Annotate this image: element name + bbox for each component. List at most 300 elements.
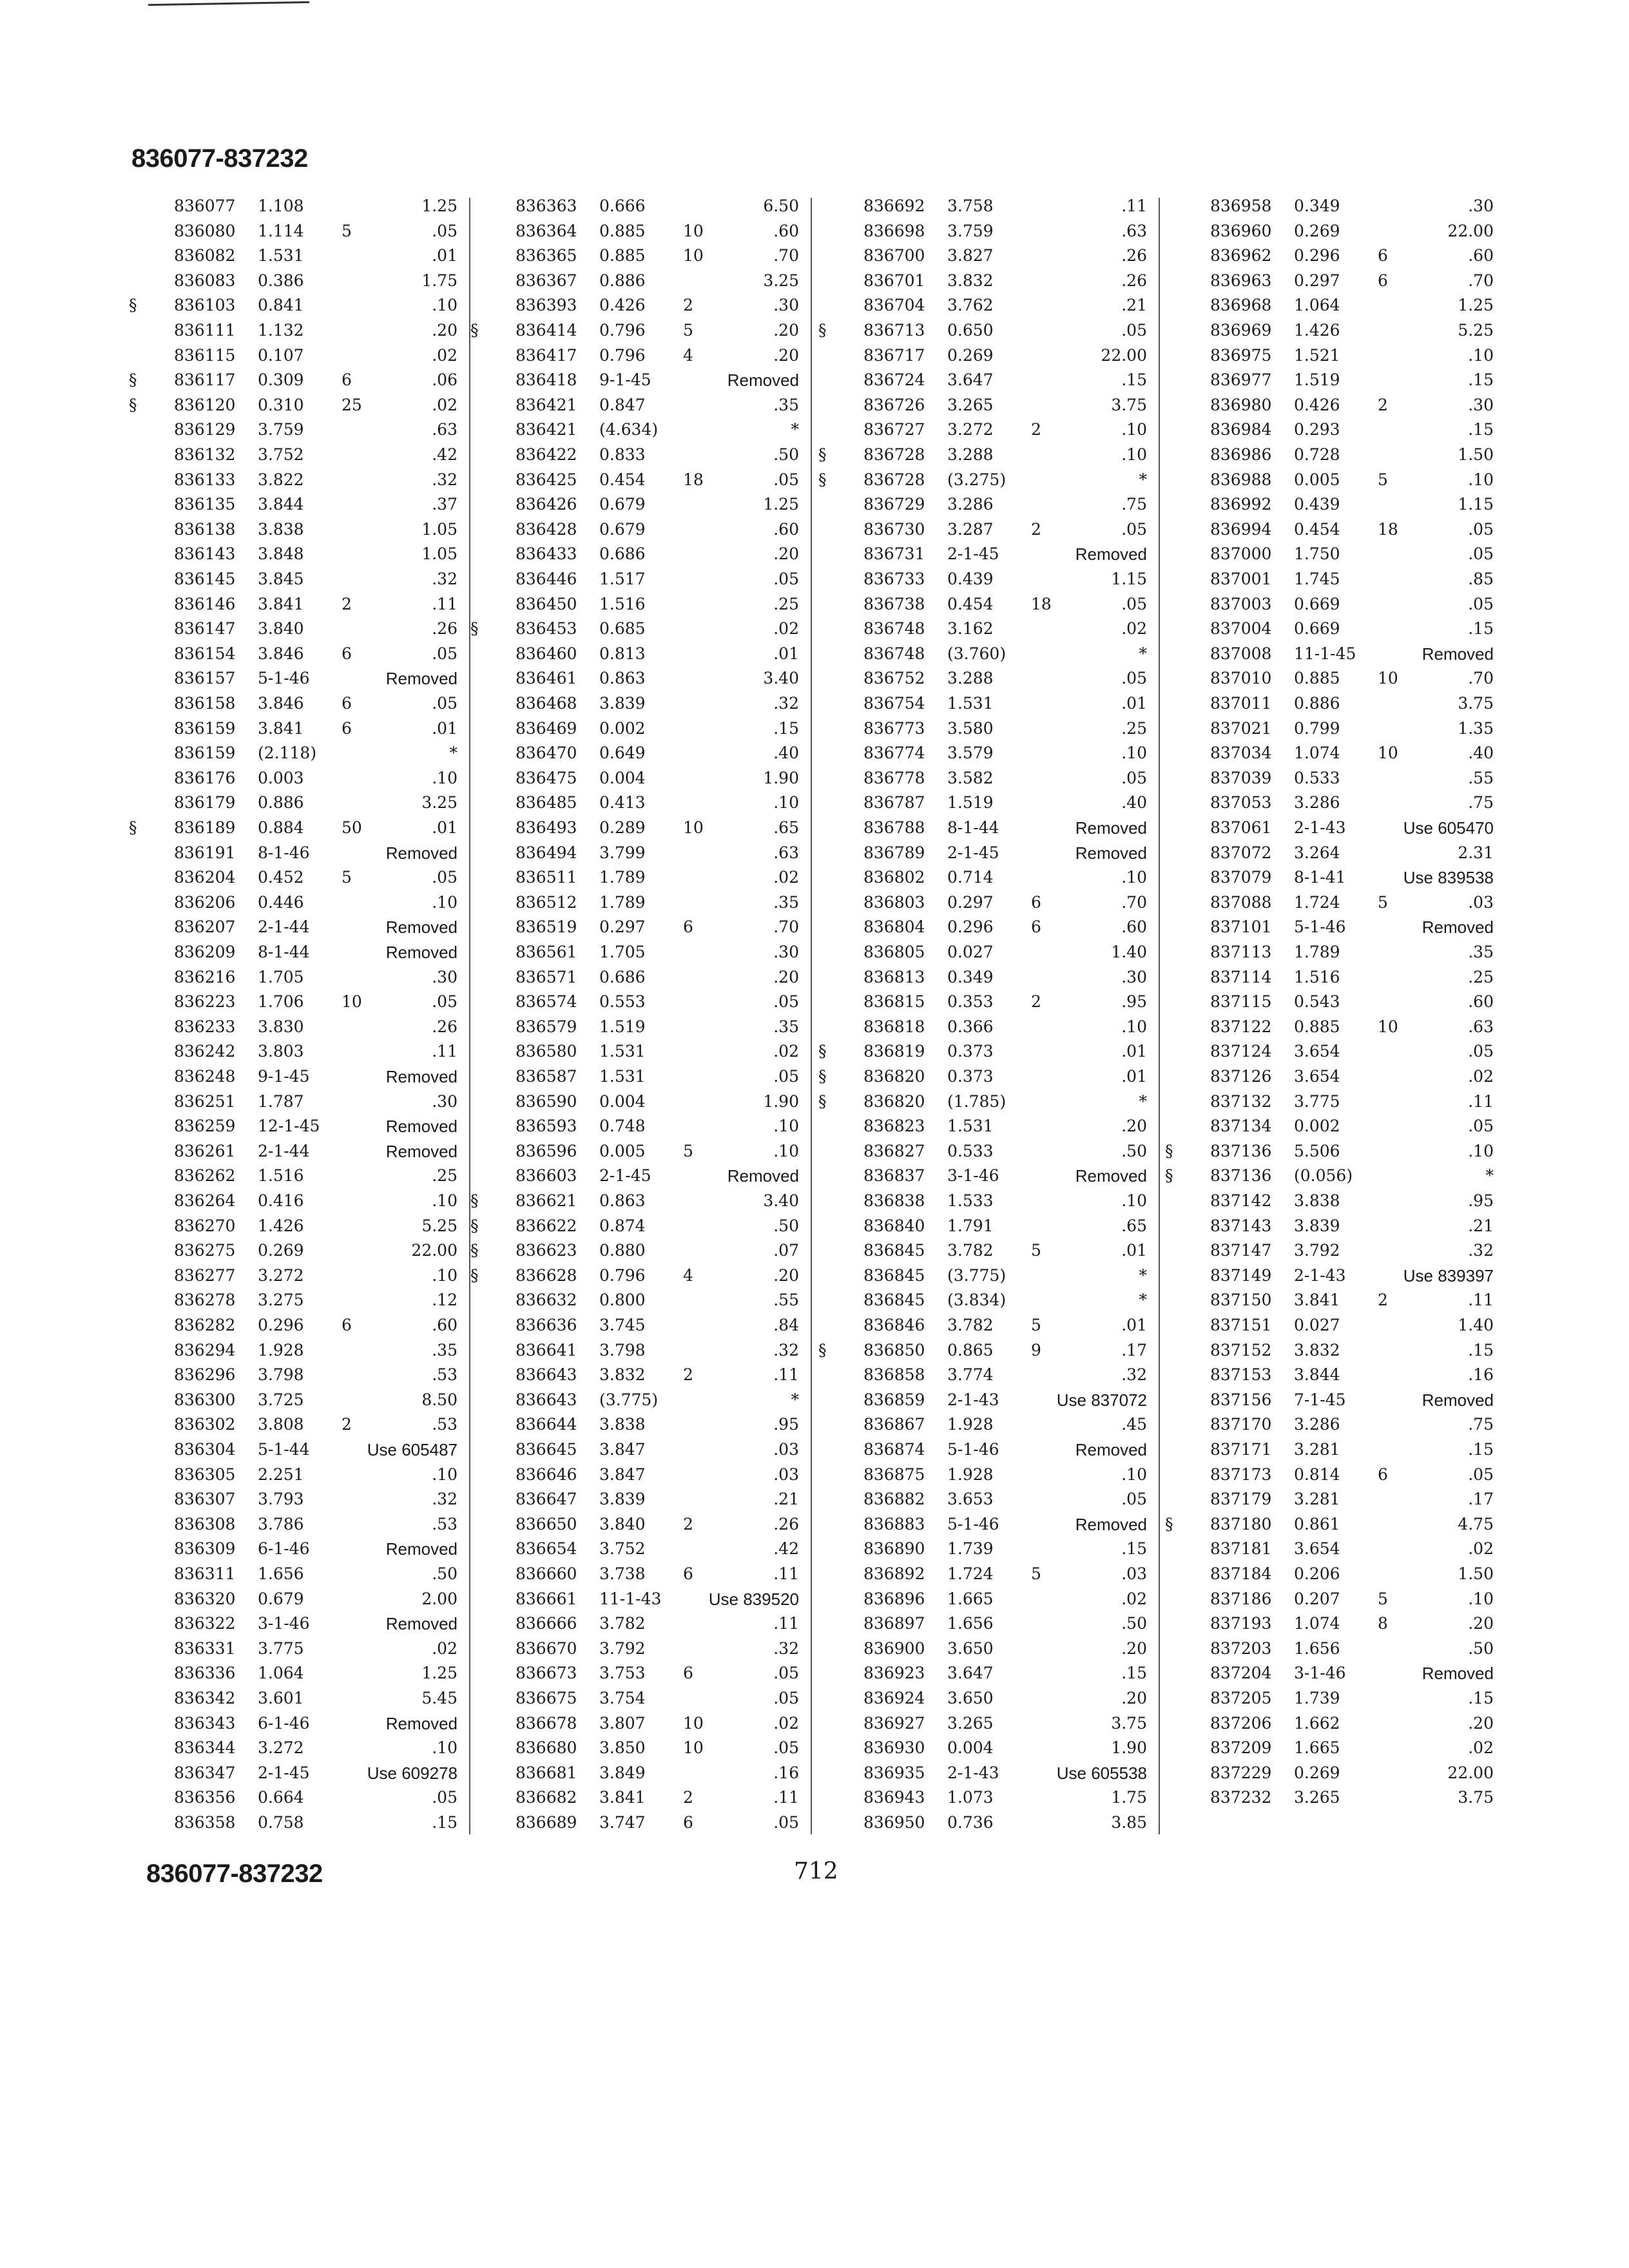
listing-row: [470, 592, 799, 617]
quantity: 2: [1031, 420, 1041, 439]
part-number: 837171: [1210, 1440, 1272, 1459]
part-value: 2-1-43: [947, 1763, 999, 1782]
part-value: 3.846: [258, 644, 304, 663]
part-value: 1.516: [599, 594, 646, 613]
part-number: 836571: [516, 967, 577, 986]
part-number: 836641: [516, 1340, 577, 1360]
part-number: 836176: [174, 768, 236, 787]
quantity: 9: [1031, 1340, 1041, 1360]
part-value: 0.885: [599, 246, 646, 265]
amount: 1.40: [1111, 943, 1147, 961]
amount: .02: [1121, 1589, 1147, 1608]
part-number: 836322: [174, 1614, 236, 1633]
listing-row: [1165, 1313, 1494, 1338]
amount: .84: [773, 1316, 799, 1334]
quantity: 6: [1031, 892, 1041, 912]
part-value: 1.531: [599, 1042, 646, 1061]
part-number: 836698: [863, 221, 925, 240]
listing-row: [1165, 244, 1494, 268]
amount: Removed: [1422, 1390, 1494, 1410]
part-number: 836867: [863, 1415, 925, 1434]
part-value: 1.789: [599, 892, 646, 912]
part-value: 0.884: [258, 818, 304, 837]
part-number: 836111: [174, 321, 236, 340]
listing-row: [470, 219, 799, 244]
part-value: 0.296: [1294, 246, 1340, 265]
part-value: 0.736: [947, 1813, 994, 1832]
amount: .17: [1468, 1490, 1494, 1509]
amount: 3.75: [1458, 694, 1494, 713]
part-value: 0.107: [258, 345, 304, 365]
section-mark: §: [470, 619, 479, 639]
part-number: 836726: [863, 395, 925, 414]
part-number: 837181: [1210, 1539, 1272, 1559]
quantity: 10: [342, 992, 362, 1012]
listing-row: [129, 1412, 458, 1437]
amount: Use 609278: [367, 1763, 458, 1783]
amount: .70: [773, 918, 799, 937]
quantity: 5: [1378, 470, 1388, 489]
amount: .05: [432, 1788, 458, 1807]
part-value: 1.724: [947, 1564, 994, 1583]
quantity: 10: [683, 1738, 704, 1758]
listing-row: [818, 1761, 1147, 1785]
listing-row: [470, 1562, 799, 1586]
part-number: 836336: [174, 1664, 236, 1683]
part-value: 3.846: [258, 694, 304, 713]
amount: .30: [773, 296, 799, 315]
quantity: 5: [1378, 892, 1388, 912]
part-value: 0.454: [947, 594, 994, 613]
listing-row: [818, 716, 1147, 741]
listing-row: [1165, 318, 1494, 343]
part-number: 836132: [174, 445, 236, 464]
part-number: 836461: [516, 669, 577, 688]
listing-row: [129, 1487, 458, 1512]
listing-row: [818, 666, 1147, 691]
amount: Use 839520: [708, 1589, 799, 1609]
amount: .26: [773, 1514, 799, 1533]
listing-row: [470, 791, 799, 815]
amount: Removed: [385, 1067, 458, 1086]
part-value: 3.752: [599, 1539, 646, 1559]
listing-row: [129, 542, 458, 566]
part-value: 0.885: [599, 221, 646, 240]
part-value: 2-1-45: [599, 1166, 651, 1186]
listing-row: [818, 1587, 1147, 1611]
amount: .50: [432, 1564, 458, 1583]
part-value: 8-1-41: [1294, 868, 1346, 887]
part-value: 1.531: [599, 1067, 646, 1086]
listing-row: [1165, 691, 1494, 716]
part-value: 0.553: [599, 992, 646, 1012]
part-value: 3.286: [947, 495, 994, 514]
amount: .01: [1121, 1042, 1147, 1061]
part-value: 0.863: [599, 1191, 646, 1210]
part-value: 1.656: [947, 1614, 994, 1633]
part-number: 837184: [1210, 1564, 1272, 1583]
part-number: 837115: [1210, 992, 1272, 1012]
listing-row: [1165, 791, 1494, 815]
amount: .53: [432, 1415, 458, 1434]
part-number: 836159: [174, 744, 236, 763]
section-mark: §: [470, 1216, 479, 1235]
part-number: 836882: [863, 1490, 925, 1509]
part-number: 837151: [1210, 1316, 1272, 1334]
amount: .50: [773, 1216, 799, 1235]
listing-row: [1165, 1785, 1494, 1810]
listing-row: [1165, 841, 1494, 865]
part-number: 836858: [863, 1365, 925, 1385]
listing-row: [129, 1811, 458, 1835]
amount: 22.00: [411, 1241, 458, 1260]
listing-row: [129, 1785, 458, 1810]
amount: .70: [773, 246, 799, 265]
part-value: 0.386: [258, 271, 304, 290]
part-value: 2-1-45: [947, 843, 999, 862]
amount: .06: [432, 370, 458, 390]
part-value: 3.762: [947, 296, 994, 315]
listing-row: [129, 666, 458, 691]
quantity: 18: [683, 470, 704, 489]
part-value: 0.886: [599, 271, 646, 290]
part-value: 3.782: [947, 1241, 994, 1260]
listing-row: [129, 1313, 458, 1338]
listing-row: [818, 1189, 1147, 1213]
part-number: 836596: [516, 1141, 577, 1160]
amount: .05: [773, 570, 799, 588]
listing-row: [470, 666, 799, 691]
listing-row: [818, 890, 1147, 915]
amount: 3.25: [763, 271, 799, 290]
amount: .11: [773, 1614, 799, 1633]
amount: .26: [1121, 271, 1147, 290]
quantity: 6: [342, 1316, 352, 1334]
part-value: 3.265: [947, 395, 994, 414]
amount: .55: [1468, 768, 1494, 787]
part-number: 837113: [1210, 943, 1272, 961]
part-number: 836590: [516, 1091, 577, 1111]
listing-row: [818, 766, 1147, 791]
listing-row: [129, 1587, 458, 1611]
part-number: 837173: [1210, 1465, 1272, 1484]
part-value: (3.775): [947, 1265, 1007, 1285]
part-value: 3.847: [599, 1465, 646, 1484]
amount: Use 839538: [1403, 868, 1494, 888]
listing-row: [1165, 617, 1494, 641]
part-number: 836259: [174, 1117, 236, 1136]
part-number: 836838: [863, 1191, 925, 1210]
amount: .10: [432, 1465, 458, 1484]
part-value: 3.162: [947, 619, 994, 639]
listing-row: [470, 269, 799, 293]
part-value: 0.454: [599, 470, 646, 489]
amount: 1.75: [421, 271, 458, 290]
listing-row: [470, 890, 799, 915]
amount: .05: [1468, 1465, 1494, 1484]
listing-row: [129, 368, 458, 392]
part-number: 837179: [1210, 1490, 1272, 1509]
listing-row: [470, 468, 799, 492]
listing-row: [470, 1338, 799, 1363]
part-number: 836673: [516, 1664, 577, 1683]
amount: .20: [1121, 1639, 1147, 1658]
part-value: 0.679: [599, 495, 646, 514]
listing-row: [129, 691, 458, 716]
amount: .10: [1121, 1465, 1147, 1484]
listing-row: [470, 542, 799, 566]
part-number: 836223: [174, 992, 236, 1012]
part-value: 3.793: [258, 1490, 304, 1509]
amount: Removed: [1422, 644, 1494, 664]
part-number: 836923: [863, 1664, 925, 1683]
listing-row: [470, 244, 799, 268]
amount: Removed: [1075, 818, 1147, 838]
part-value: 3.774: [947, 1365, 994, 1385]
part-number: 836433: [516, 544, 577, 564]
part-value: 0.269: [1294, 1763, 1340, 1782]
amount: .05: [773, 1664, 799, 1683]
listing-row: [818, 293, 1147, 318]
listing-row: [818, 791, 1147, 815]
part-number: 836302: [174, 1415, 236, 1434]
amount: .26: [1121, 246, 1147, 265]
listing-row: [1165, 1288, 1494, 1312]
part-number: 836358: [174, 1813, 236, 1832]
part-value: 3.839: [599, 1490, 646, 1509]
amount: .05: [773, 1813, 799, 1832]
amount: 1.75: [1111, 1788, 1147, 1807]
amount: .32: [432, 1490, 458, 1509]
amount: .07: [773, 1241, 799, 1260]
amount: .35: [773, 892, 799, 912]
amount: .20: [1121, 1689, 1147, 1707]
quantity: 4: [683, 1265, 693, 1285]
part-value: 0.885: [1294, 669, 1340, 688]
amount: Removed: [385, 918, 458, 937]
part-number: 836628: [516, 1265, 577, 1285]
part-number: 836820: [863, 1067, 925, 1086]
listing-row: [470, 1512, 799, 1537]
part-value: 1.928: [947, 1415, 994, 1434]
listing-row: [1165, 666, 1494, 691]
listing-row: [470, 1164, 799, 1188]
amount: 4.75: [1458, 1514, 1494, 1533]
part-value: 0.439: [947, 570, 994, 588]
listing-row: [1165, 219, 1494, 244]
part-number: 836347: [174, 1763, 236, 1782]
part-number: 837205: [1210, 1689, 1272, 1707]
part-value: 3.288: [947, 669, 994, 688]
listing-row: [129, 1238, 458, 1263]
listing-row: [818, 1412, 1147, 1437]
part-number: 836950: [863, 1813, 925, 1832]
listing-row: [818, 940, 1147, 965]
amount: .16: [773, 1763, 799, 1782]
listing-row: [818, 1064, 1147, 1089]
part-number: 837004: [1210, 619, 1272, 639]
part-value: 5-1-46: [1294, 918, 1346, 937]
part-value: 3.753: [599, 1664, 646, 1683]
part-number: 836900: [863, 1639, 925, 1658]
listing-row: [1165, 194, 1494, 218]
listing-row: [818, 592, 1147, 617]
part-number: 837008: [1210, 644, 1272, 663]
part-value: 0.005: [599, 1141, 646, 1160]
amount: .10: [1121, 1017, 1147, 1036]
amount: .37: [432, 495, 458, 514]
listing-row: [129, 219, 458, 244]
part-number: 837147: [1210, 1241, 1272, 1260]
part-number: 836191: [174, 843, 236, 862]
amount: .60: [773, 221, 799, 240]
part-value: 0.206: [1294, 1564, 1340, 1583]
listing-row: [1165, 1437, 1494, 1462]
amount: .01: [773, 644, 799, 663]
amount: *: [1485, 1166, 1494, 1186]
listing-row: [818, 741, 1147, 765]
part-number: 836365: [516, 246, 577, 265]
listing-row: [818, 393, 1147, 418]
part-value: 9-1-45: [258, 1067, 310, 1086]
part-number: 836636: [516, 1316, 577, 1334]
amount: .53: [432, 1365, 458, 1385]
part-number: 836752: [863, 669, 925, 688]
listing-row: [129, 269, 458, 293]
part-number: 836892: [863, 1564, 925, 1583]
amount: *: [791, 1390, 799, 1409]
amount: 1.50: [1458, 445, 1494, 464]
amount: Removed: [385, 1141, 458, 1161]
part-number: 836704: [863, 296, 925, 315]
part-value: 0.847: [599, 395, 646, 414]
part-number: 837152: [1210, 1340, 1272, 1360]
listing-row: [129, 1711, 458, 1736]
part-number: 836418: [516, 370, 577, 390]
part-number: 837003: [1210, 594, 1272, 613]
listing-row: [1165, 492, 1494, 517]
part-value: 0.027: [1294, 1316, 1340, 1334]
listing-row: [470, 1811, 799, 1835]
part-value: 1.787: [258, 1091, 304, 1111]
part-number: 836294: [174, 1340, 236, 1360]
quantity: 6: [342, 370, 352, 390]
amount: .20: [432, 321, 458, 340]
part-value: 3.827: [947, 246, 994, 265]
part-value: 1.750: [1294, 544, 1340, 564]
listing-row: [818, 517, 1147, 542]
part-number: 836587: [516, 1067, 577, 1086]
amount: .10: [1468, 470, 1494, 489]
part-value: 3.759: [258, 420, 304, 439]
listing-row: [129, 318, 458, 343]
part-number: 836820: [863, 1091, 925, 1111]
amount: .05: [432, 221, 458, 240]
listing-row: [1165, 716, 1494, 741]
listing-row: [818, 691, 1147, 716]
listing-row: [470, 1637, 799, 1661]
listing-row: [470, 940, 799, 965]
part-value: 0.669: [1294, 619, 1340, 639]
part-number: 836845: [863, 1291, 925, 1310]
amount: .05: [1468, 594, 1494, 613]
listing-row: [818, 1611, 1147, 1636]
amount: 8.50: [421, 1390, 458, 1409]
part-number: 837142: [1210, 1191, 1272, 1210]
part-number: 836305: [174, 1465, 236, 1484]
part-value: 2-1-44: [258, 1141, 310, 1160]
part-number: 836827: [863, 1141, 925, 1160]
listing-row: [470, 1587, 799, 1611]
amount: Removed: [385, 669, 458, 689]
quantity: 10: [1378, 669, 1398, 688]
part-number: 836846: [863, 1316, 925, 1334]
listing-row: [818, 1313, 1147, 1338]
listing-row: [470, 517, 799, 542]
listing-row: [818, 194, 1147, 218]
amount: .15: [1468, 1689, 1494, 1707]
part-value: 3.803: [258, 1042, 304, 1061]
part-number: 836874: [863, 1440, 925, 1459]
part-number: 836754: [863, 694, 925, 713]
part-number: 836692: [863, 197, 925, 215]
listing-row: [470, 1388, 799, 1412]
part-value: 0.207: [1294, 1589, 1340, 1608]
part-value: 3.840: [258, 619, 304, 639]
listing-row: [129, 1189, 458, 1213]
part-number: 836485: [516, 793, 577, 812]
listing-row: [129, 1537, 458, 1561]
part-value: 0.413: [599, 793, 646, 812]
part-value: 3-1-46: [258, 1614, 310, 1633]
amount: .05: [432, 644, 458, 663]
listing-row: [129, 1090, 458, 1114]
listing-row: [818, 915, 1147, 939]
listing-row: [818, 1363, 1147, 1387]
listing-row: [470, 1437, 799, 1462]
part-number: 836331: [174, 1639, 236, 1658]
quantity: 2: [683, 1365, 693, 1385]
part-number: 836986: [1210, 445, 1272, 464]
part-number: 836896: [863, 1589, 925, 1608]
part-number: 836158: [174, 694, 236, 713]
part-number: 836233: [174, 1017, 236, 1036]
listing-row: [129, 468, 458, 492]
amount: .35: [773, 1017, 799, 1036]
part-number: 836823: [863, 1117, 925, 1136]
part-value: 5-1-44: [258, 1440, 310, 1459]
amount: *: [1139, 1291, 1147, 1310]
listing-row: [470, 841, 799, 865]
part-number: 836469: [516, 718, 577, 738]
section-mark: §: [818, 445, 827, 464]
part-number: 836670: [516, 1639, 577, 1658]
part-value: 0.874: [599, 1216, 646, 1235]
amount: 1.25: [421, 197, 458, 215]
part-value: 1.531: [258, 246, 304, 265]
part-value: 0.533: [1294, 768, 1340, 787]
part-number: 836129: [174, 420, 236, 439]
amount: .30: [1468, 197, 1494, 215]
part-value: 1.745: [1294, 570, 1340, 588]
part-number: 836977: [1210, 370, 1272, 390]
amount: .95: [1121, 992, 1147, 1012]
part-value: 3.281: [1294, 1490, 1340, 1509]
amount: .20: [1121, 1117, 1147, 1136]
amount: .15: [432, 1813, 458, 1832]
part-value: 0.366: [947, 1017, 994, 1036]
quantity: 6: [1378, 1465, 1388, 1484]
